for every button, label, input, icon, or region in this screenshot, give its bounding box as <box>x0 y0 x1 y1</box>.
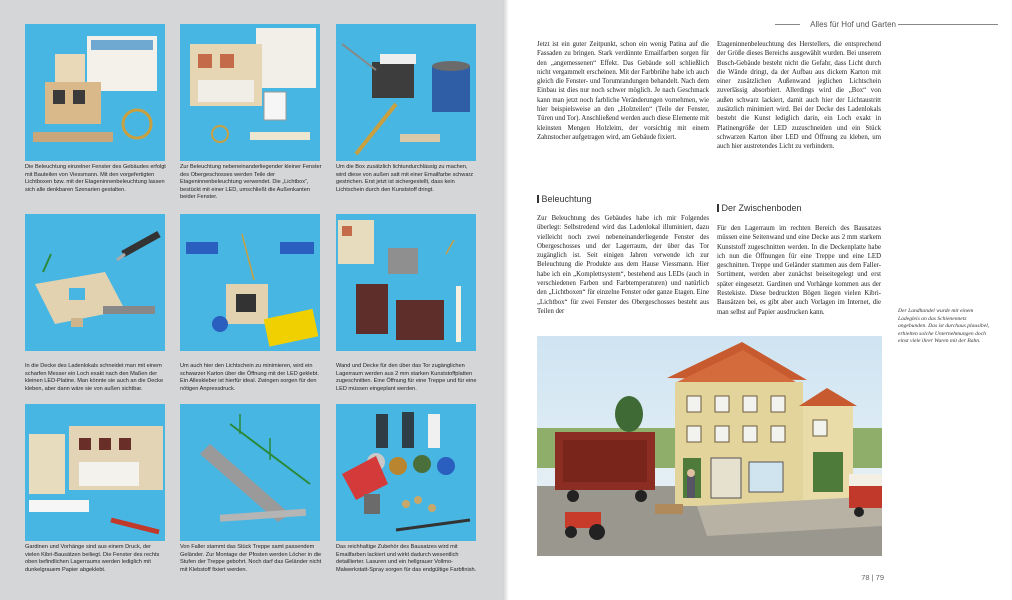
column-2-zwischenboden-text: Für den Lagerraum im rechten Bereich des Bausatzes müssen eine Seitenwand und eine Decke aus 2 mm starkem Kunststoff zugeschnitten werden. In die Deckenplatte habe ich nun die Öffnungen für eine Treppe und eine LED geschnitten. Treppe und Geländer stammen aus dem Faller-Sortiment, werden aber zunächst beiseitegelegt und erst später eingesetzt. Gardinen und Vorhänge kommen aus der Restekiste. Diese bedruckten Bögen liegen vielen Kibri-Bausätzen bei, es gibt aber auch Vorlagen im Internet, die man selbst auf Papier ausdrucken kann. <box>717 225 881 316</box>
photo-7-caption: Gardinen und Vorhänge sind aus einem Druck, der vielen Kibri-Bausätzen beiliegt. Die Fenster des rechts oben befindlichen Lagerraums werden lediglich mit dunkelgrauem Papier abgeklebt. <box>25 544 160 573</box>
photo-8-caption: Von Faller stammt das Stück Treppe samt passendem Geländer. Zur Montage der Pfosten werden Löcher in die Stufen der Treppe gebohrt. Noch darf das Geländer nicht mit Klebstoff fixiert werden. <box>180 544 322 573</box>
heading-zwischenboden: Der Zwischenboden <box>717 203 802 213</box>
photo-1 <box>25 24 165 161</box>
photo-4 <box>25 214 165 351</box>
photo-5-caption: Um auch hier den Lichtschein zu minimieren, wird ein schwarzer Karton über die Öffnung mit der LED geklebt. Ein Alleskleber ist hierfür ideal. Zwingen sorgen für den nötigen Anpressdruck. <box>180 363 319 392</box>
column-1-intro <box>537 40 709 142</box>
heading-beleuchtung: Beleuchtung <box>537 194 592 204</box>
column-2-intro <box>717 40 881 152</box>
page-numbers: 78 | 79 <box>861 573 884 582</box>
photo-7 <box>25 404 165 541</box>
photo-3 <box>336 24 476 161</box>
column-1-beleuchtung-text: Zur Beleuchtung des Gebäudes habe ich mir Folgendes überlegt: Selbstredend wird das Ladenlokal illuminiert, dazu vielleicht noch zwei nebeneinanderliegende Fenster des Obergeschosses und der Lagerraum, der über das Tor zugänglich ist. Seit einigen Jahren verwende ich zur Beleuchtung die Produkte aus dem Hause Viessmann. Hier habe ich ein „Komplettsystem“, bestehend aus LEDs (auch in verschiedenen Farben und Farbtemperaturen) und natürlich den „Lichtboxen“ für einzelne Fenster oder ganze Etagen. Eine „Lichtbox“ für zwei Fenster des Obergeschosses besteht aus Teilen der <box>537 215 709 315</box>
photo-5 <box>180 214 320 351</box>
model-railway-photo <box>537 336 882 556</box>
photo-9 <box>336 404 476 541</box>
header-rule-right <box>898 24 998 25</box>
column-2-intro-text: Etageninnenbeleuchtung des Herstellers, die entsprechend der Größe dieses Bereichs ausgewählt wurden. Bei unserem Busch-Gebäude besteht nicht die Gefahr, dass Licht durch die Wände dringt, da der Aufbau aus dickem Karton mit einer zusätzlichen Außenwand jeglichen Lichtschein zuverlässig absorbiert. Allerdings wird die „Box“ von außen schwarz lackiert, damit auch hier der Lichtaustritt zusätzlich minimiert wird. Bei der Decke des Ladenlokals besteht die Kunst lediglich darin, ein Loch exakt in Platinengröße der LED zuzuschneiden und ein Stück schwarzen Karton über LED und Öffnung zu kleben, um auch hier austretendes Licht zu verhindern. <box>717 41 881 151</box>
photo-9-caption: Das reichhaltige Zubehör des Bausatzes wird mit Emailfarben lackiert und wirkt dadurch wesentlich detaillierter. Lasuren und ein hellgrauer Vollmo-Malwerkstatt-Spray sorgen für das endgültige Farbfinish. <box>336 544 477 573</box>
running-head: Alles für Hof und Garten <box>810 20 896 29</box>
side-caption: Der Landhandel wurde mit einem Ladegleis an das Schienennetz angebunden. Das ist durchaus plausibel, erhielten solche Unternehmungen doch einst viele ihrer Waren mit der Bahn. <box>898 308 990 344</box>
photo-6 <box>336 214 476 351</box>
gutter <box>503 0 509 600</box>
header-rule-left <box>775 24 800 25</box>
column-1-intro-text: Jetzt ist ein guter Zeitpunkt, schon ein wenig Patina auf die Fassaden zu bringen. Stark verdünnte Emailfarben sorgen für den „angemessenen“ Effekt. Das Gebäude soll schließlich nicht vergammelt erscheinen. Mit der Farbbrühe habe ich auch gleich die Fenster- und Torumrandungen behandelt. Nach dem Einbau ist dies nur noch schwer möglich. Je nach Geschmack kann man jetzt noch farbliche Veränderungen vornehmen, wie hier beispielsweise an den „Holzteilen“ (Teile der Fenster, Türen und Tor). Anschließend werden auch diese Elemente mit kleinsten Mengen Holzleim, der vorsichtig mit einem Zahnstocher aufgetragen wird, am Gebäude fixiert. <box>537 41 709 141</box>
photo-4-caption: In die Decke des Ladenlokals schneidet man mit einem scharfen Messer ein Loch exakt nach den Maßen der kleinen LED-Platine. Man könnte sie auch an die Decke kleben, aber dann wäre sie von außen sichtbar. <box>25 363 164 392</box>
photo-6-caption: Wand und Decke für den über das Tor zugänglichen Lagerraum werden aus 2 mm starken Kunststoffplatten zugeschnitten. Eine Öffnung für eine Treppe und für eine LED müssen eingeplant werden. <box>336 363 477 392</box>
column-2-zwischenboden <box>717 224 881 317</box>
photo-8 <box>180 404 320 541</box>
photo-2 <box>180 24 320 161</box>
photo-2-caption: Zur Beleuchtung nebeneinanderliegender kleiner Fenster des Obergeschosses werden Teile der Etageninnenbeleuchtung verwendet. Die „Lichtbox“, bestückt mit einer LED, umschließt die Außenkanten beider Fenster. <box>180 164 322 200</box>
column-1-beleuchtung <box>537 214 709 316</box>
photo-3-caption: Um die Box zusätzlich lichtundurchlässig zu machen, wird diese von außen satt mit einer Emailfarbe schwarz gestrichen. Erst jetzt ist sichergestellt, dass kein Lichtschein durch den Kunststoff dringt. <box>336 164 474 193</box>
photo-1-caption: Die Beleuchtung einzelner Fenster des Gebäudes erfolgt mit Bauteilen von Viessmann. Mit den vorgefertigten Lichtboxen bzw. mit der Etageninnenbeleuchtung lassen sich alle denkbaren Szenarien gestalten. <box>25 164 166 193</box>
